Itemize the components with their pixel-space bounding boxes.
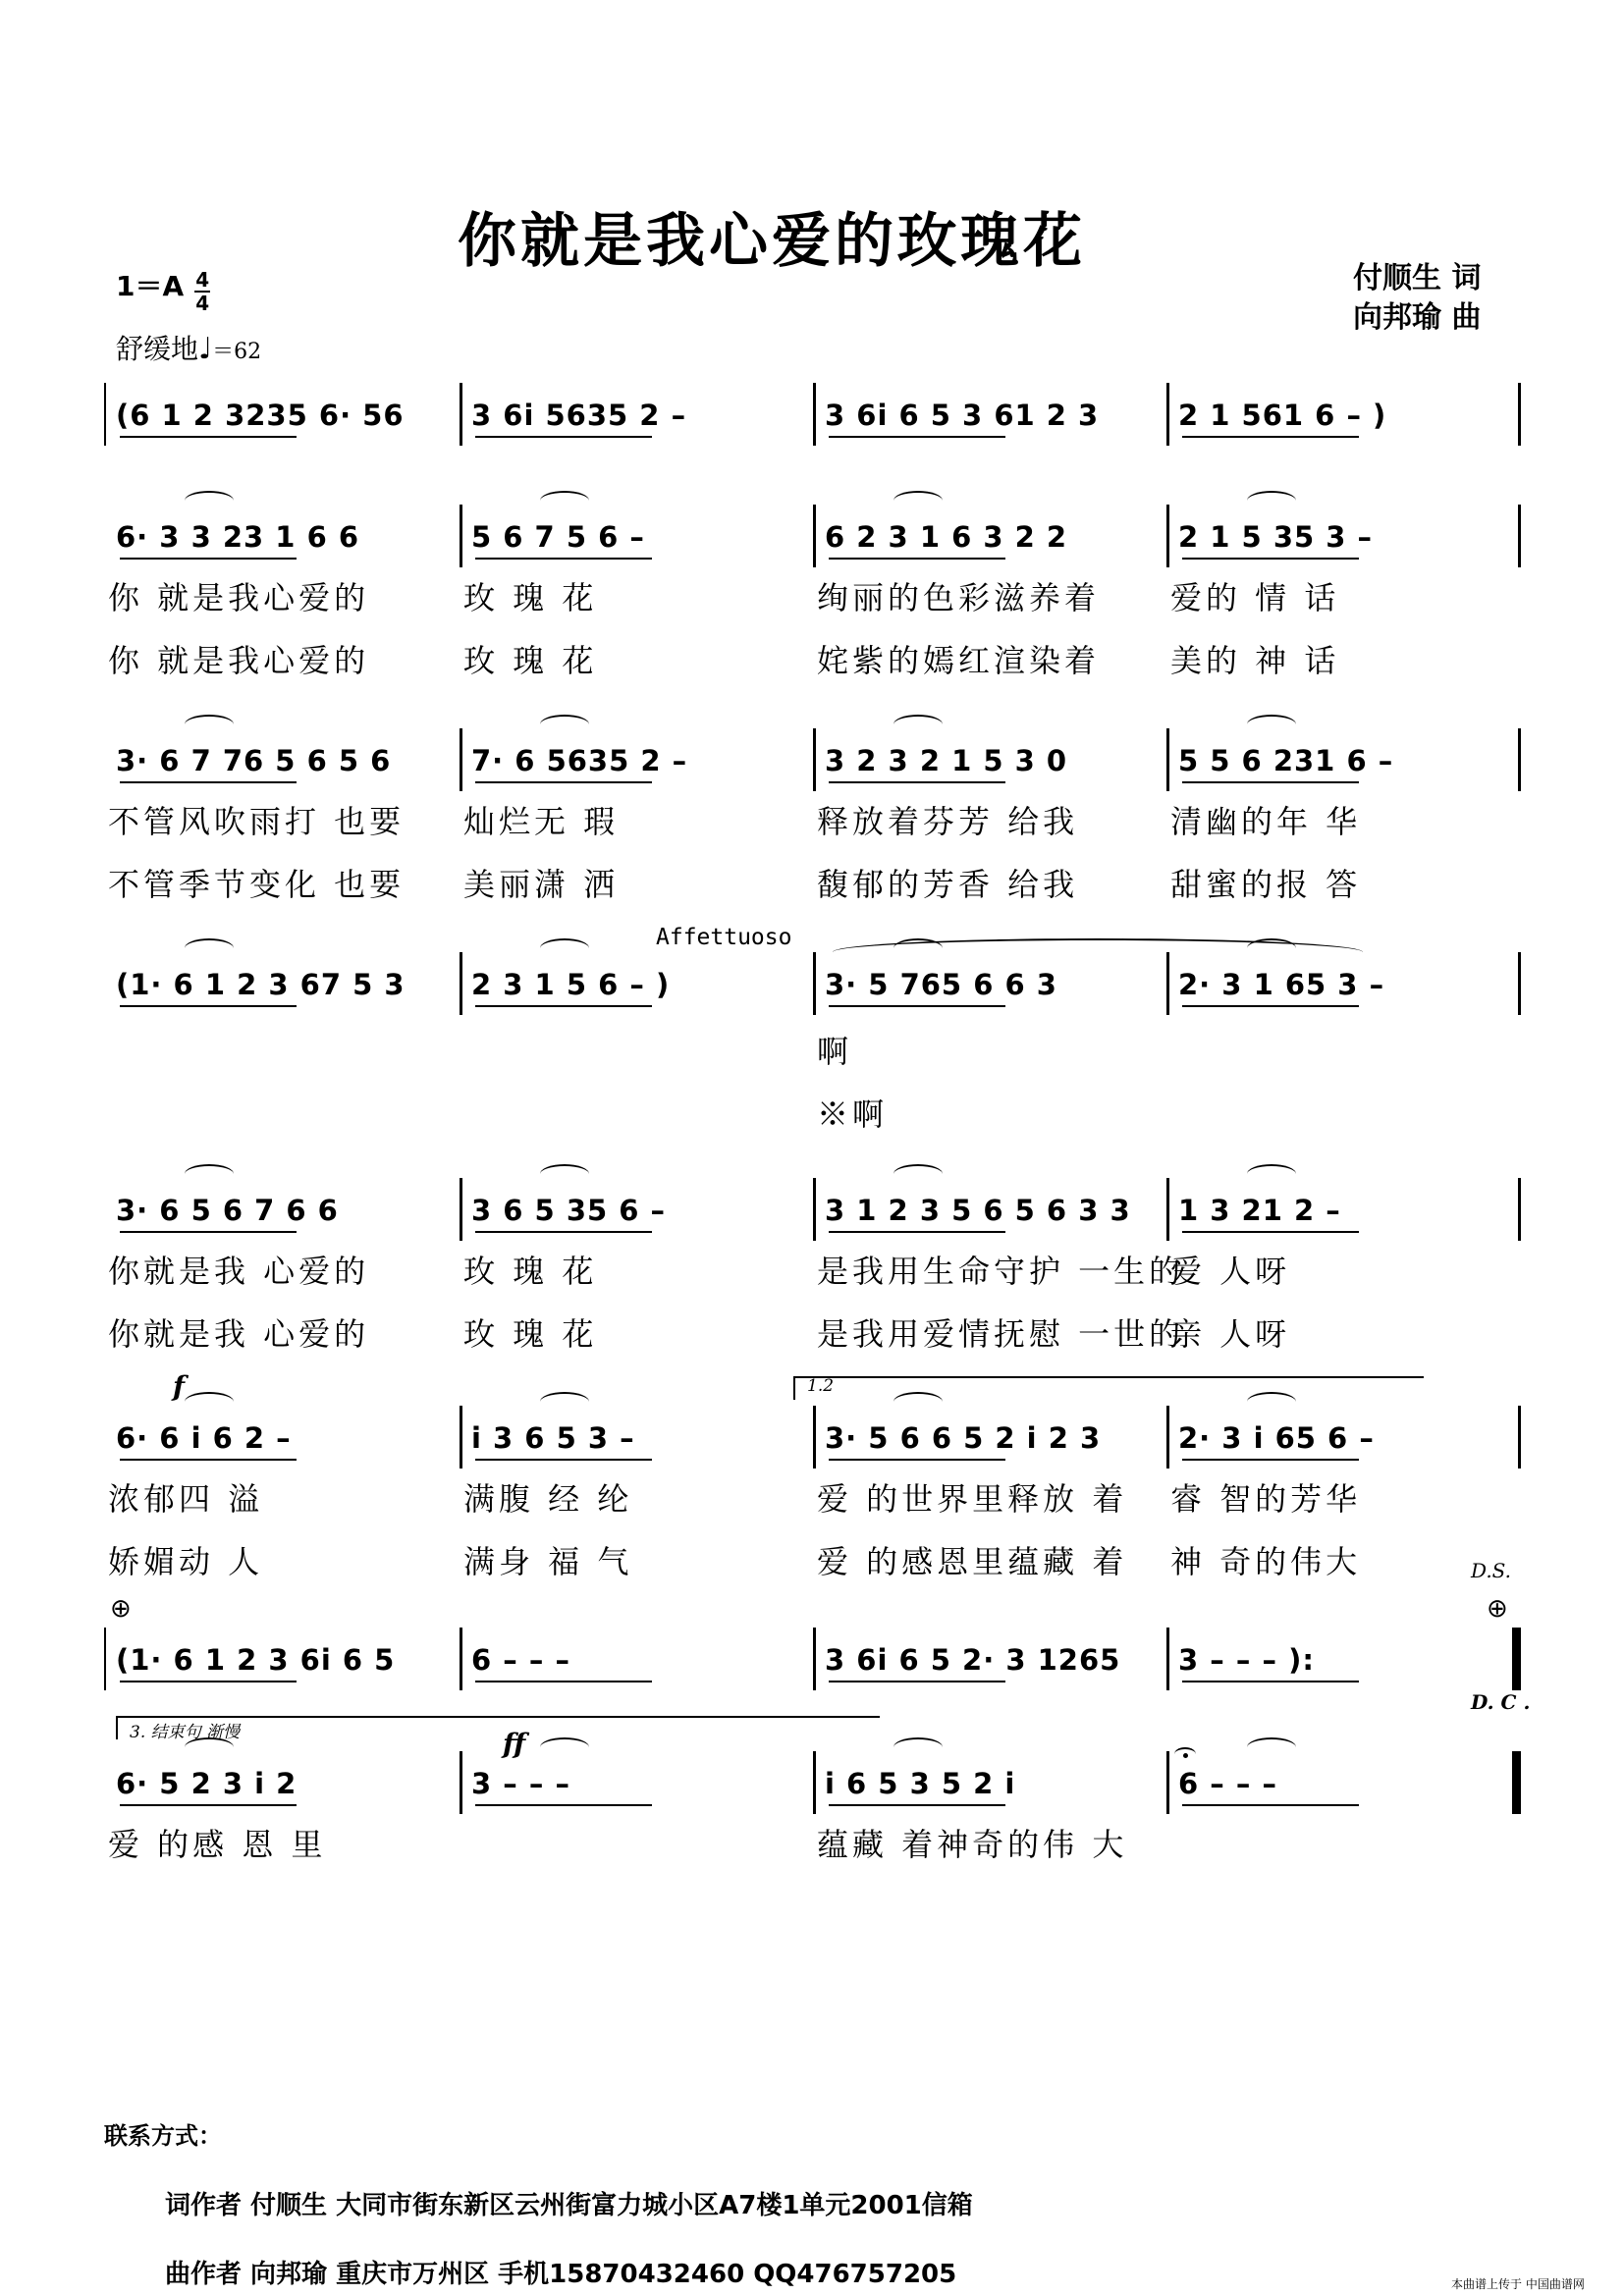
slur <box>185 938 234 958</box>
measure: 6 – – – <box>471 1643 570 1677</box>
dynamic-f: f <box>173 1370 186 1403</box>
measure: 3 6 5 35 6 – <box>471 1194 667 1227</box>
beam-line <box>120 1459 297 1461</box>
measure: 6 – – – <box>1178 1767 1277 1800</box>
beam-line <box>475 1804 652 1806</box>
barline <box>104 1628 106 1690</box>
measure: 5 5 6 231 6 – <box>1178 744 1394 777</box>
beam-line <box>120 781 297 783</box>
measure: 2 1 561 6 – ) <box>1178 399 1387 432</box>
measure: 3 6i 5635 2 – <box>471 399 687 432</box>
measure: (1· 6 1 2 3 67 5 3 <box>116 968 406 1001</box>
time-top: 4 <box>195 267 210 292</box>
slur <box>893 1164 943 1184</box>
lyric-verse-2: 美的 神 话 <box>1170 642 1340 679</box>
lyricist-credit: 付顺生 词 <box>1353 261 1482 295</box>
measure: 3· 5 6 6 5 2 i 2 3 <box>825 1421 1102 1455</box>
lyric-verse-2: 你 就是我心爱的 <box>108 642 370 679</box>
measure: 2· 3 1 65 3 – <box>1178 968 1385 1001</box>
measure: 7· 6 5635 2 – <box>471 744 688 777</box>
measure: 6· 5 2 3 i 2 <box>116 1767 298 1800</box>
barline <box>1518 1178 1521 1241</box>
beam-line <box>1182 1804 1359 1806</box>
beam-line <box>829 436 1005 438</box>
barline <box>460 1628 462 1690</box>
barline <box>813 1628 816 1690</box>
lyric-verse-2: 是我用爱情抚慰 一世的 <box>817 1315 1185 1353</box>
barline <box>460 1178 462 1241</box>
composer-credit: 向邦瑜 曲 <box>1353 300 1482 335</box>
barline <box>813 952 816 1015</box>
contact-lyricist: 词作者 付顺生 大同市街东新区云州街富力城小区A7楼1单元2001信箱 <box>165 2191 973 2220</box>
measure: 3 – – – <box>471 1767 570 1800</box>
slur <box>185 491 234 510</box>
slur <box>1247 1164 1296 1184</box>
lyric-verse-1: 是我用生命守护 一生的 <box>817 1253 1185 1290</box>
tempo-value: ＝62 <box>212 340 262 364</box>
barline <box>813 383 816 446</box>
volta-bracket-12 <box>793 1376 1424 1400</box>
lyric-verse-1: 释放着芬芳 给我 <box>817 803 1079 840</box>
beam-line <box>475 1005 652 1007</box>
lyric-verse-2: 玫 瑰 花 <box>463 642 598 679</box>
slur <box>893 1737 943 1757</box>
page-title: 你就是我心爱的玫瑰花 <box>458 207 1086 276</box>
barline <box>460 1406 462 1468</box>
beam-line <box>1182 1459 1359 1461</box>
measure: 3 6i 6 5 3 61 2 3 <box>825 399 1100 432</box>
beam-line <box>475 1231 652 1233</box>
barline <box>1518 728 1521 791</box>
lyric-verse-2: 神 奇的伟大 <box>1170 1543 1362 1580</box>
beam-line <box>829 1231 1005 1233</box>
slur <box>893 715 943 734</box>
barline <box>1518 1628 1521 1690</box>
measure: 2 3 1 5 6 – ) <box>471 968 671 1001</box>
beam-line <box>475 558 652 560</box>
beam-line <box>120 558 297 560</box>
measure: 3 – – – ): <box>1178 1643 1315 1677</box>
beam-line <box>829 1681 1005 1682</box>
barline <box>813 1178 816 1241</box>
lyric-verse-1: 爱 人呀 <box>1170 1253 1291 1290</box>
measure: i 3 6 5 3 – <box>471 1421 635 1455</box>
contact-composer: 曲作者 向邦瑜 重庆市万州区 手机15870432460 QQ476757205 <box>165 2260 957 2289</box>
slur <box>540 715 589 734</box>
lyric-verse-2: 爱 的感恩里蕴藏 着 <box>817 1543 1128 1580</box>
lyric-verse-2: 亲 人呀 <box>1170 1315 1291 1353</box>
lyric-verse-2: 馥郁的芳香 给我 <box>817 866 1079 903</box>
slur <box>185 1392 234 1412</box>
barline <box>460 728 462 791</box>
beam-line <box>829 1804 1005 1806</box>
lyric-verse-1: 啊 <box>817 1033 853 1070</box>
beam-line <box>120 1804 297 1806</box>
slur <box>1247 491 1296 510</box>
time-bottom: 4 <box>195 291 210 315</box>
beam-line <box>475 436 652 438</box>
measure: 5 6 7 5 6 – <box>471 520 645 554</box>
final-barline <box>1512 1751 1518 1814</box>
lyric-verse-2: 玫 瑰 花 <box>463 1315 598 1353</box>
measure: 2 1 5 35 3 – <box>1178 520 1374 554</box>
measure: 6 2 3 1 6 3 2 2 <box>825 520 1068 554</box>
measure: (6 1 2 3235 6· 56 <box>116 399 405 432</box>
beam-line <box>475 781 652 783</box>
barline <box>1518 383 1521 446</box>
lyric-verse-1: 灿烂无 瑕 <box>463 803 620 840</box>
lyric-verse-1: 你 就是我心爱的 <box>108 579 370 616</box>
lyric-verse-2: 美丽潇 洒 <box>463 866 620 903</box>
measure: 3 6i 6 5 2· 3 1265 <box>825 1643 1121 1677</box>
barline <box>813 1751 816 1814</box>
volta-label-3: 3. 结束句 渐慢 <box>130 1723 241 1742</box>
final-barline <box>1512 1628 1518 1690</box>
barline <box>1166 1751 1169 1814</box>
measure: i 6 5 3 5 2 i <box>825 1767 1016 1800</box>
barline <box>813 728 816 791</box>
lyric-verse-1: 爱的 情 话 <box>1170 579 1340 616</box>
measure: 1 3 21 2 – <box>1178 1194 1341 1227</box>
lyric-verse-1: 睿 智的芳华 <box>1170 1480 1362 1518</box>
lyric-verse-2: 娇媚动 人 <box>108 1543 264 1580</box>
lyric-verse-1: 清幽的年 华 <box>1170 803 1362 840</box>
beam-line <box>829 1005 1005 1007</box>
time-signature <box>194 269 210 314</box>
beam-line <box>120 1681 297 1682</box>
dc-mark: D. C . <box>1471 1690 1531 1714</box>
ds-mark: D.S. <box>1471 1559 1512 1582</box>
barline <box>460 383 462 446</box>
slur <box>185 715 234 734</box>
footer-upload-note: 本曲谱上传于 中国曲谱网 <box>1451 2277 1585 2291</box>
coda-sign-right-icon: ⊕ <box>1487 1594 1508 1624</box>
barline <box>1518 952 1521 1015</box>
lyric-verse-1: 绚丽的色彩滋养着 <box>817 579 1101 616</box>
measure: 3 1 2 3 5 6 5 6 3 3 <box>825 1194 1131 1227</box>
slur <box>1247 715 1296 734</box>
beam-line <box>120 1231 297 1233</box>
coda-sign-left-icon: ⊕ <box>110 1594 132 1624</box>
lyric-verse-1: 爱 的感 恩 里 <box>108 1826 327 1863</box>
lyric-verse-1: 你就是我 心爱的 <box>108 1253 370 1290</box>
slur <box>1247 1737 1296 1757</box>
beam-line <box>120 436 297 438</box>
slur <box>540 1164 589 1184</box>
lyric-verse-2: 不管季节变化 也要 <box>108 866 406 903</box>
barline <box>104 383 106 446</box>
lyric-verse-2: 姹紫的嫣红渲染着 <box>817 642 1101 679</box>
contact-heading: 联系方式： <box>104 2122 222 2150</box>
measure: 3· 6 5 6 7 6 6 <box>116 1194 339 1227</box>
slur <box>540 1392 589 1412</box>
lyric-verse-1: 爱 的世界里释放 着 <box>817 1480 1128 1518</box>
tempo-text: 舒缓地 <box>116 333 199 365</box>
slur <box>893 491 943 510</box>
key-text: 1＝A <box>116 270 185 302</box>
lyric-verse-2: 甜蜜的报 答 <box>1170 866 1362 903</box>
barline <box>1166 1628 1169 1690</box>
barline <box>1166 383 1169 446</box>
lyric-verse-2: 你就是我 心爱的 <box>108 1315 370 1353</box>
barline <box>813 505 816 567</box>
beam-line <box>1182 558 1359 560</box>
lyric-verse-1: 不管风吹雨打 也要 <box>108 803 406 840</box>
barline <box>460 1751 462 1814</box>
fermata-dot-icon <box>1183 1753 1188 1758</box>
barline <box>1518 1751 1521 1814</box>
dynamic-ff: ff <box>503 1728 526 1760</box>
measure: 3· 6 7 76 5 6 5 6 <box>116 744 392 777</box>
lyric-verse-1: 满腹 经 纶 <box>463 1480 633 1518</box>
measure: (1· 6 1 2 3 6i 6 5 <box>116 1643 396 1677</box>
measure: 6· 3 3 23 1 6 6 <box>116 520 360 554</box>
tempo-marking <box>116 328 261 367</box>
lyric-verse-1: 蕴藏 着神奇的伟 大 <box>817 1826 1128 1863</box>
key-signature <box>116 265 210 314</box>
slur <box>540 938 589 958</box>
slur <box>540 1737 589 1757</box>
affettuoso-mark: Affettuoso <box>656 925 792 950</box>
barline <box>1166 1406 1169 1468</box>
lyric-verse-1: 玫 瑰 花 <box>463 579 598 616</box>
slur <box>185 1164 234 1184</box>
slur <box>540 491 589 510</box>
lyric-verse-1: 玫 瑰 花 <box>463 1253 598 1290</box>
beam-line <box>1182 1231 1359 1233</box>
measure: 3 2 3 2 1 5 3 0 <box>825 744 1068 777</box>
measure: 2· 3 i 65 6 – <box>1178 1421 1375 1455</box>
lyric-verse-2: ※啊 <box>817 1095 889 1133</box>
barline <box>460 505 462 567</box>
barline <box>1166 728 1169 791</box>
barline <box>460 952 462 1015</box>
barline <box>813 1406 816 1468</box>
barline <box>1518 1406 1521 1468</box>
beam-line <box>1182 1681 1359 1682</box>
barline <box>1518 505 1521 567</box>
beam-line <box>475 1459 652 1461</box>
beam-line <box>1182 1005 1359 1007</box>
affettuoso-phrase-slur <box>833 938 1363 966</box>
beam-line <box>475 1681 652 1682</box>
beam-line <box>1182 781 1359 783</box>
beam-line <box>829 1459 1005 1461</box>
barline <box>1166 505 1169 567</box>
quarter-note-icon: ♩ <box>198 332 213 366</box>
volta-label-12: 1.2 <box>807 1376 835 1396</box>
measure: 3· 5 765 6 6 3 <box>825 968 1057 1001</box>
beam-line <box>829 781 1005 783</box>
lyric-verse-2: 满身 福 气 <box>463 1543 633 1580</box>
barline <box>1166 1178 1169 1241</box>
beam-line <box>1182 436 1359 438</box>
lyric-verse-1: 浓郁四 溢 <box>108 1480 264 1518</box>
beam-line <box>120 1005 297 1007</box>
beam-line <box>829 558 1005 560</box>
measure: 6· 6 i 6 2 – <box>116 1421 292 1455</box>
